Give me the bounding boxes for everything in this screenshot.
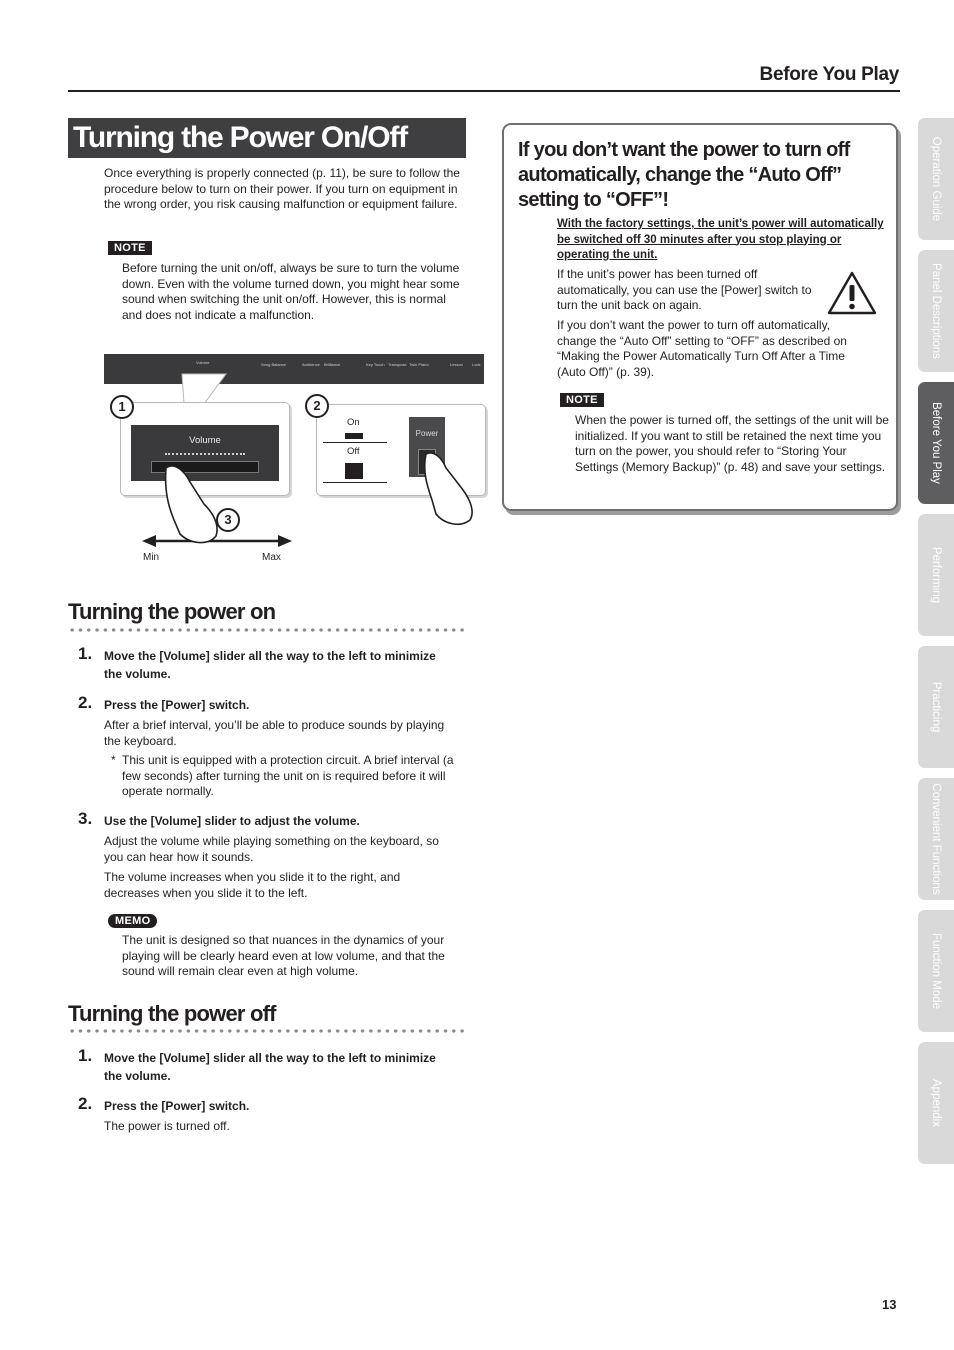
strip-label: Brilliance [324,362,341,367]
strip-label: Song Balance [261,362,286,367]
step-marker-3: 3 [216,508,240,532]
side-tab-convenient-functions[interactable] [918,778,954,900]
strip-label: Lesson [450,362,463,367]
onoff-divider [323,482,387,483]
side-tab-label: Panel Descriptions [930,263,942,359]
note-badge: NOTE [108,241,152,255]
side-tab-practicing[interactable] [918,646,954,768]
power-illustration [104,354,488,574]
note-text: Before turning the unit on/off, always be sure to turn the volume down. Even with the volume turned down, you might hear some sound when switching the unit on/off. However, this is normal and does not indicate a malfunction. [122,261,460,322]
side-tab-function-mode[interactable] [918,910,954,1032]
step-number: 2. [78,693,93,712]
strip-label: Transpose [388,362,407,367]
page-title: Turning the Power On/Off [73,121,407,154]
side-tab-operation-guide[interactable] [918,118,954,240]
memo-badge: MEMO [108,914,157,928]
intro-paragraph: Once everything is properly connected (p. 11), be sure to follow the procedure below to turn on their power. If you turn on equipment in the wrong order, you risk causing malfunction or equipment failure. [104,166,460,211]
callout-title: If you don’t want the power to turn off automatically, change the “Auto Off” setting to “OFF”! [518,139,850,211]
footnote-text: This unit is equipped with a protection circuit. A brief interval (a few seconds) after turning the unit on is required before it will operate normally. [122,753,454,798]
step-instruction: Move the [Volume] slider all the way to the left to minimize the volume. [104,1051,436,1083]
side-tab-label: Function Mode [930,932,942,1010]
step-instruction: Press the [Power] switch. [104,698,250,712]
strip-label: Volume [196,360,210,365]
callout-emphasis: With the factory settings, the unit’s power will automatically be switched off 30 minutes after you stop playing or operating the unit. [557,218,884,261]
side-tab-label: Appendix [930,1079,942,1127]
min-label: Min [143,552,160,563]
min-arrow-head [142,535,156,547]
volume-slider[interactable] [151,461,259,473]
step-number: 2. [78,1094,93,1113]
footnote-mark: * [111,753,116,767]
off-bar [345,463,363,479]
step-instruction: Press the [Power] switch. [104,1099,250,1113]
page-number: 13 [882,1297,897,1312]
memo-text: The unit is designed so that nuances in the dynamics of your playing will be clearly heard even at low volume, and that the sound will remain clear even at high volume. [122,933,445,978]
callout-paragraph: If the unit’s power has been turned off automatically, you can use the [Power] switch to turn the unit back on again. [557,267,812,312]
power-panel [409,417,445,477]
volume-dots [165,453,245,455]
side-tab-label: Performing [930,546,942,604]
power-on-heading: Turning the power on [68,599,276,624]
side-tab-label: Operation Guide [930,136,942,222]
side-tab-panel-descriptions[interactable] [918,250,954,372]
dotted-rule [68,628,466,632]
step-number: 1. [78,644,93,663]
strip-label: Twin Piano [409,362,429,367]
on-label: On [347,417,360,428]
volume-panel [131,425,279,481]
side-tab-before-you-play[interactable] [918,382,954,504]
header-rule [68,90,900,92]
power-label: Power [415,429,439,438]
step-marker-2: 2 [305,394,329,418]
step-body: The volume increases when you slide it to the right, and decreases when you slide it to the left. [104,870,401,900]
callout-paragraph: If you don’t want the power to turn off automatically, change the “Auto Off” setting to “OFF” as described on “Making the Power Automatically Turn Off After a Time (Auto Off)” (p. 39). [557,318,847,379]
volume-label: Volume [189,435,221,446]
step-marker-1: 1 [110,395,134,419]
strip-label: Key Touch [366,362,385,367]
zoom-wedge [182,374,226,404]
note-text: When the power is turned off, the settings of the unit will be initialized. If you want to still be retained the next time you turn on the power, you should refer to “Storing Your Settings (Memory Backup)” (p. 48) and save your settings. [575,413,889,474]
power-zoom-box [316,404,486,496]
max-label: Max [262,552,281,563]
step-number: 1. [78,1046,93,1065]
strip-label: Ambience [302,362,320,367]
onoff-divider [323,442,387,443]
off-label: Off [347,446,360,457]
max-arrow-head [278,535,292,547]
power-switch[interactable] [418,449,436,475]
step-instruction: Move the [Volume] slider all the way to the left to minimize the volume. [104,649,436,681]
step-instruction: Use the [Volume] slider to adjust the volume. [104,814,360,828]
side-tab-label: Before You Play [930,402,942,484]
step-body: The power is turned off. [104,1119,230,1133]
side-tab-appendix[interactable] [918,1042,954,1164]
dotted-rule [68,1029,466,1033]
section-title: Before You Play [759,64,899,85]
step-body: After a brief interval, you’ll be able to produce sounds by playing the keyboard. [104,718,445,748]
side-tab-label: Practicing [930,681,942,733]
note-badge: NOTE [560,393,604,407]
side-tab-label: Convenient Functions [930,783,942,895]
side-tab-performing[interactable] [918,514,954,636]
strip-label: Lock [472,362,481,367]
step-body: Adjust the volume while playing something on the keyboard, so you can hear how it sounds. [104,834,439,864]
on-bar [345,433,363,439]
volume-zoom-box [120,402,290,496]
step-number: 3. [78,809,93,828]
warning-icon [826,270,878,316]
power-off-heading: Turning the power off [68,1001,276,1026]
